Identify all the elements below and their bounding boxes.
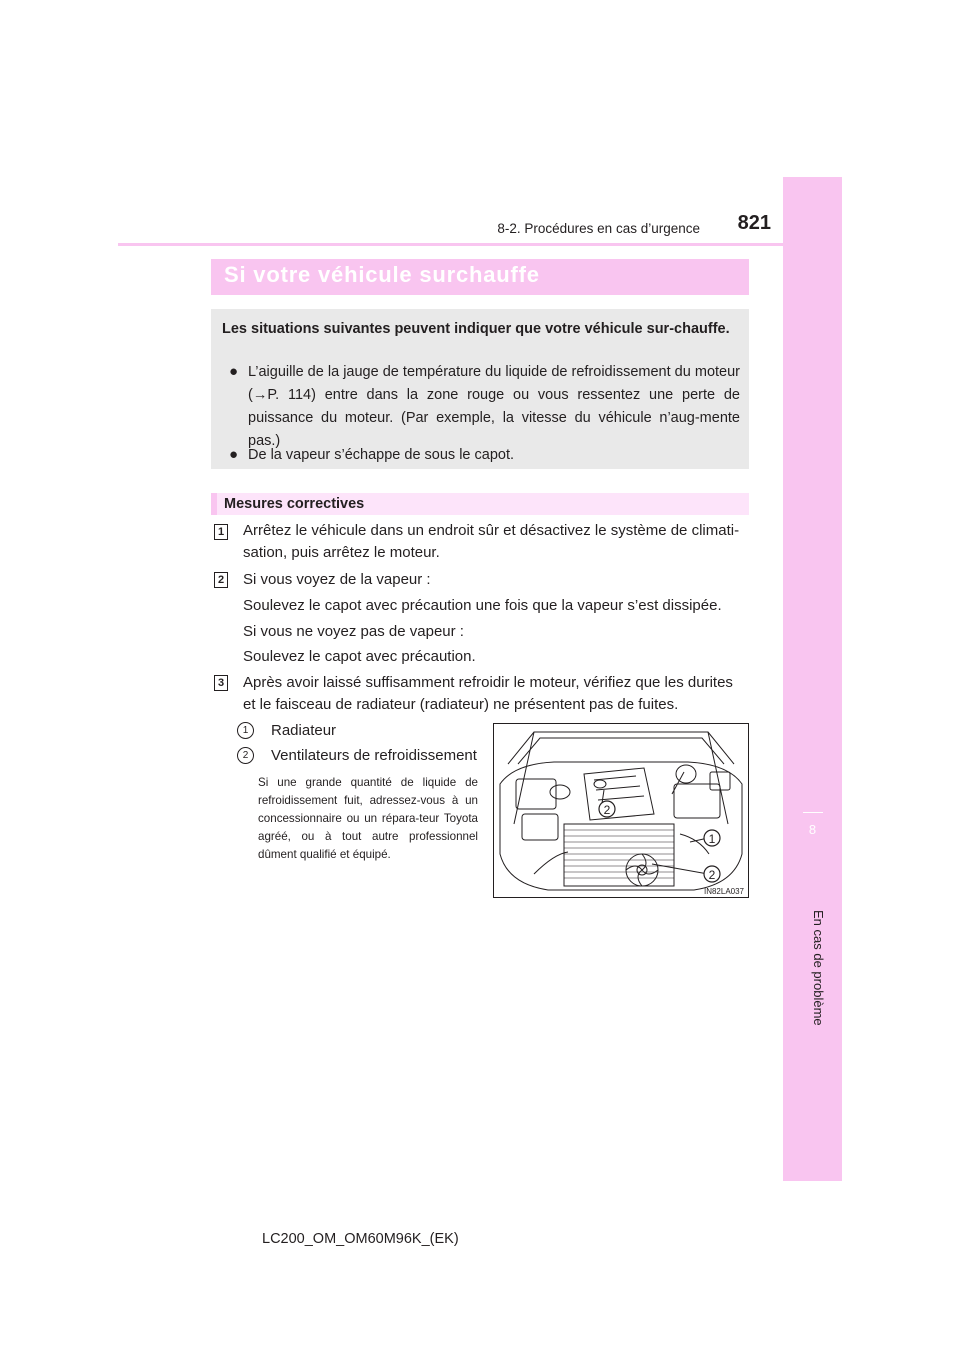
step-1-line-1: Arrêtez le véhicule dans un endroit sûr et désactivez le système de climati- — [243, 522, 740, 539]
figure-code: IN82LA037 — [703, 887, 744, 896]
legend-number: 1 — [237, 722, 254, 739]
chapter-title: En cas de problème — [811, 910, 826, 1026]
header-rule — [118, 243, 842, 246]
legend-label: Ventilateurs de refroidissement — [271, 747, 477, 764]
page-number: 821 — [737, 212, 771, 234]
step-1-line-2: sation, puis arrêtez le moteur. — [243, 544, 440, 561]
legend-label: Radiateur — [271, 722, 337, 739]
callout-2-bottom — [704, 866, 720, 882]
svg-text:1: 1 — [708, 832, 716, 846]
step-2-line-3: Si vous ne voyez pas de vapeur : — [243, 623, 464, 640]
subheading: Mesures correctives — [224, 496, 365, 512]
step-2-line-4: Soulevez le capot avec précaution. — [243, 648, 476, 665]
info-bullet-1: L’aiguille de la jauge de température du liquide de refroidissement du moteur (→P. 114) entre dans la zone rouge ou vous ressentez une perte de puissance du moteur. (Par exemple, la vitesse du véhicule n’aug-mente pas.) — [248, 364, 740, 449]
engine-bay-drawing — [494, 724, 748, 897]
step-number: 2 — [214, 572, 228, 588]
chapter-number: 8 — [808, 822, 817, 837]
page-title: Si votre véhicule surchauffe — [224, 262, 540, 287]
section-label: 8-2. Procédures en cas d’urgence — [497, 221, 700, 236]
legend-number: 2 — [237, 747, 254, 764]
step-number: 3 — [214, 675, 228, 691]
footer-code: LC200_OM_OM60M96K_(EK) — [262, 1231, 459, 1247]
step-3-line-2: et le faisceau de radiateur (radiateur) ne présentent pas de fuites. — [243, 696, 679, 713]
step-number: 1 — [214, 524, 228, 540]
bullet-icon: ● — [229, 363, 239, 380]
info-intro: Les situations suivantes peuvent indiquer que votre véhicule sur-chauffe. — [222, 321, 730, 337]
callout-2-top — [599, 801, 615, 817]
chapter-side-tab — [783, 177, 842, 1181]
engine-illustration — [493, 723, 749, 898]
callout-1 — [704, 830, 720, 846]
step-2-line-1: Si vous voyez de la vapeur : — [243, 571, 431, 588]
step-3-line-1: Après avoir laissé suffisamment refroidir le moteur, vérifiez que les durites — [243, 674, 733, 691]
bullet-icon: ● — [229, 446, 239, 463]
chapter-divider — [803, 812, 823, 813]
svg-text:2: 2 — [708, 868, 716, 882]
step-2-line-2: Soulevez le capot avec précaution une fois que la vapeur s’est dissipée. — [243, 597, 722, 614]
note-text: Si une grande quantité de liquide de refroidissement fuit, adressez-vous à un concessionnaire ou un répara-teur Toyota agréé, ou à tout autre professionnel dûment qualifié et équipé. — [258, 776, 478, 861]
info-bullet-2: De la vapeur s’échappe de sous le capot. — [248, 447, 515, 463]
svg-text:2: 2 — [603, 803, 611, 817]
